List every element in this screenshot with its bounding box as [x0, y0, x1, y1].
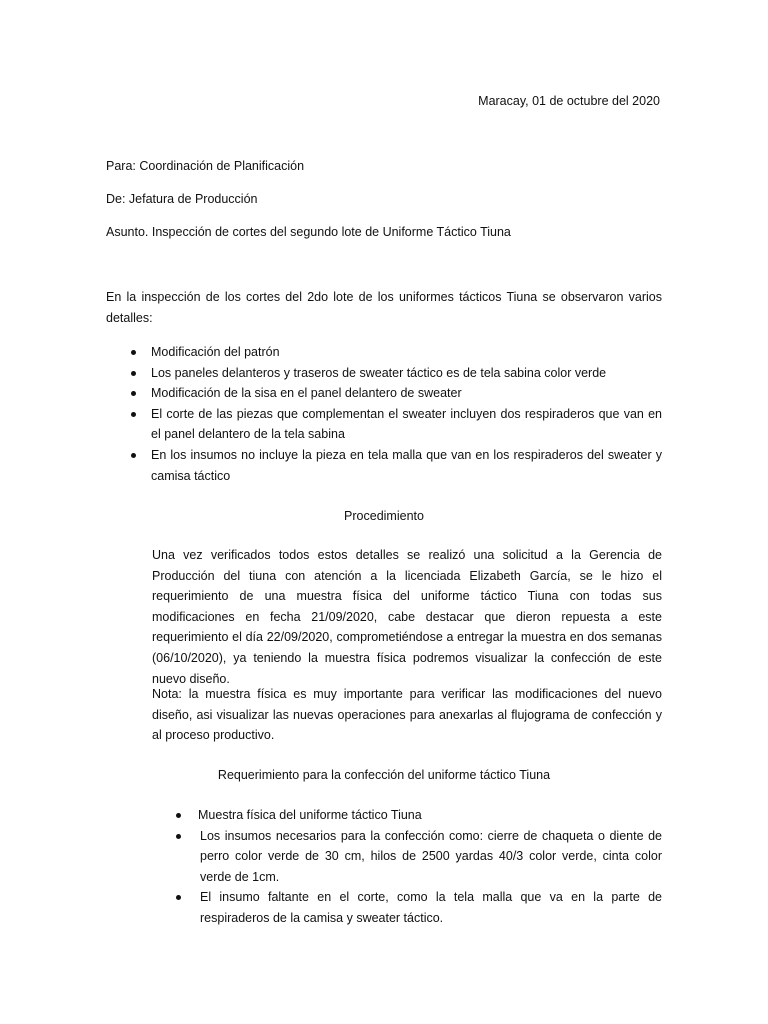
bullet-icon	[131, 391, 136, 396]
details-list	[131, 342, 662, 486]
bullet-icon	[176, 895, 181, 900]
list-item: Los insumos necesarios para la confección como: cierre de chaqueta o diente de perro color verde de 30 cm, hilos de 2500 yardas 40/3 color verde, cinta color verde de 1cm.	[176, 826, 662, 888]
bullet-icon	[176, 834, 181, 839]
note-paragraph: Nota: la muestra física es muy importante para verificar las modificaciones del nuevo diseño, asi visualizar las nuevas operaciones para anexarlas al flujograma de confección y al proceso productivo.	[152, 687, 662, 743]
intro-paragraph: En la inspección de los cortes del 2do lote de los uniformes tácticos Tiuna se observaron varios detalles:	[106, 290, 662, 325]
bullet-icon	[131, 412, 136, 417]
subject-line: Asunto. Inspección de cortes del segundo lote de Uniforme Táctico Tiuna	[106, 225, 511, 239]
bullet-icon	[176, 813, 181, 818]
procedure-heading: Procedimiento	[344, 509, 424, 523]
list-item: Los paneles delanteros y traseros de sweater táctico es de tela sabina color verde	[131, 363, 662, 384]
list-item: Muestra física del uniforme táctico Tiuna	[176, 805, 662, 826]
procedure-paragraph: Una vez verificados todos estos detalles se realizó una solicitud a la Gerencia de Producción del tiuna con atención a la licenciada Elizabeth García, se le hizo el requerimiento de una muestra física del uniforme táctico Tiuna con todas sus modificaciones en fecha 21/09/2020, cabe destacar que dieron repuesta a este requerimiento el día 22/09/2020, comprometiéndose a entregar la muestra en dos semanas (06/10/2020), ya teniendo la muestra física podremos visualizar la confección de este nuevo diseño.	[152, 548, 662, 686]
list-item: Modificación de la sisa en el panel delantero de sweater	[131, 383, 662, 404]
list-item: El corte de las piezas que complementan el sweater incluyen dos respiraderos que van en el panel delantero de la tela sabina	[131, 404, 662, 445]
sender-line: De: Jefatura de Producción	[106, 192, 258, 206]
list-item: En los insumos no incluye la pieza en tela malla que van en los respiraderos del sweater y camisa táctico	[131, 445, 662, 486]
bullet-icon	[131, 371, 136, 376]
list-item: Modificación del patrón	[131, 342, 662, 363]
requirements-list	[176, 805, 662, 929]
bullet-icon	[131, 453, 136, 458]
bullet-icon	[131, 350, 136, 355]
recipient-line: Para: Coordinación de Planificación	[106, 159, 305, 173]
requirements-heading: Requerimiento para la confección del uniforme táctico Tiuna	[217, 768, 551, 782]
list-item: El insumo faltante en el corte, como la tela malla que va en la parte de respiraderos de la camisa y sweater táctico.	[176, 887, 662, 928]
letter-date: Maracay, 01 de octubre del 2020	[478, 94, 660, 108]
